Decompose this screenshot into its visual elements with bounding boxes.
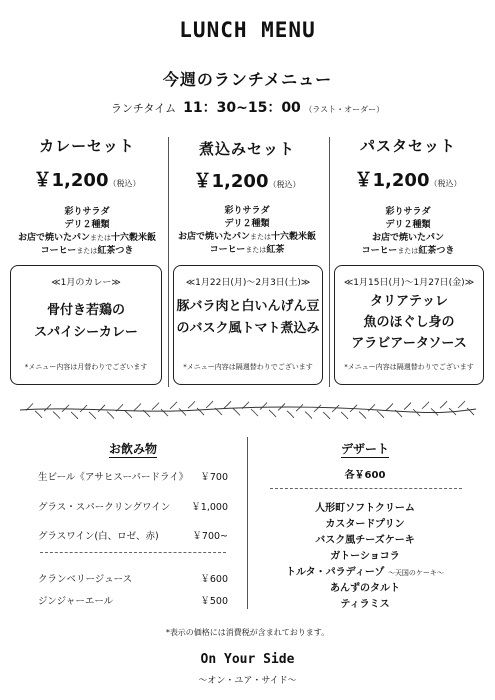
rice-option: 十六穀米飯 xyxy=(271,232,317,242)
tea-option: 紅茶 xyxy=(266,245,285,255)
or-label: または xyxy=(250,233,271,241)
or-label: または xyxy=(397,247,419,255)
dish-line: タリアテッレ xyxy=(369,294,448,309)
include-drink xyxy=(333,245,483,258)
dish-line: アラビアータソース xyxy=(351,336,467,351)
price-value: ￥1,200 xyxy=(193,171,269,192)
tax-label: （税込） xyxy=(108,179,141,188)
set-includes xyxy=(333,206,483,258)
hours-note: （ラスト・オーダー） xyxy=(304,105,385,114)
drink-price: ￥500 xyxy=(200,596,228,607)
or-label: または xyxy=(90,234,111,242)
drink-name: ジンジャーエール xyxy=(38,596,114,607)
tax-label: （税込） xyxy=(429,179,462,188)
dish-period: ≪1月15日(月)～1月27日(金)≫ xyxy=(343,278,475,288)
hours-time: 11：30~15：00 xyxy=(183,100,301,116)
tea-option: 紅茶つき xyxy=(418,246,455,256)
include-item: 彩りサラダ xyxy=(224,206,270,216)
brand-name: On Your Side xyxy=(200,652,295,667)
dessert-item: バスク風チーズケーキ xyxy=(315,535,415,546)
set-includes xyxy=(172,205,322,257)
set-curry xyxy=(12,133,162,258)
brand-kana: ～オン・ユア・サイド～ xyxy=(198,676,297,686)
include-item: 彩りサラダ xyxy=(385,207,431,217)
curry-dish-box xyxy=(10,265,162,385)
drink-item xyxy=(38,528,228,542)
set-price xyxy=(333,166,483,192)
column-divider xyxy=(168,137,169,387)
tax-label: （税込） xyxy=(268,180,301,189)
lunch-hours xyxy=(0,97,495,117)
set-price xyxy=(172,167,322,193)
drink-name: グラスワイン(白、ロゼ、赤) xyxy=(38,531,159,542)
or-label: または xyxy=(245,246,267,254)
stew-dish-box xyxy=(173,265,323,385)
pasta-dish-box xyxy=(334,265,484,385)
dessert-price: 各￥600 xyxy=(344,470,386,481)
bread-option: お店で焼いたパン xyxy=(177,232,250,242)
drink-name: クランベリージュース xyxy=(38,574,133,585)
dish-name xyxy=(174,296,322,340)
dessert-title xyxy=(255,440,475,457)
include-drink xyxy=(12,245,162,258)
drink-item xyxy=(38,469,228,483)
include-item: 彩りサラダ xyxy=(64,207,110,217)
dessert-item: ティラミス xyxy=(340,599,390,610)
include-item: デリ２種類 xyxy=(385,220,431,230)
bread-option: お店で焼いたパン xyxy=(371,233,444,243)
dish-line: スパイシーカレー xyxy=(34,325,138,340)
dessert-item: あんずのタルト xyxy=(330,583,400,594)
include-drink xyxy=(172,244,322,257)
include-item: デリ２種類 xyxy=(64,220,110,230)
dish-name xyxy=(11,300,161,344)
dessert-dashed-divider xyxy=(270,488,462,489)
set-name: 煮込みセット xyxy=(198,140,295,158)
dessert-item: ガトーショコラ xyxy=(330,551,400,562)
dish-period: ≪1月のカレー≫ xyxy=(51,278,121,288)
drink-price: ￥600 xyxy=(200,574,228,585)
set-includes xyxy=(12,206,162,258)
dish-line: 豚バラ肉と白いんげん豆 xyxy=(176,299,320,314)
bread-option: お店で焼いたパン xyxy=(17,233,90,243)
include-item: デリ２種類 xyxy=(224,219,270,229)
dish-line: のバスク風トマト煮込み xyxy=(176,321,320,336)
hours-label: ランチタイム xyxy=(110,102,177,115)
tax-included-note: *表示の価格には消費税が含まれております。 xyxy=(165,628,330,637)
drink-item xyxy=(38,499,228,513)
include-bread xyxy=(172,231,322,244)
dessert-item: カスタードプリン xyxy=(325,519,405,530)
dish-line: 魚のほぐし身の xyxy=(363,315,455,330)
drinks-title-text: お飲み物 xyxy=(108,442,157,456)
dessert-title-text: デザート xyxy=(340,442,389,456)
coffee-option: コーヒー xyxy=(361,246,398,256)
section-divider xyxy=(247,437,248,609)
drink-price: ￥1,000 xyxy=(191,502,228,513)
drink-item xyxy=(38,593,228,607)
dish-name xyxy=(335,291,483,354)
dish-note: *メニュー内容は隔週替わりでございます xyxy=(183,363,313,371)
vine-divider-ornament xyxy=(18,398,478,422)
drink-name: 生ビール《アサヒスーパードライ》 xyxy=(38,472,189,483)
price-value: ￥1,200 xyxy=(33,170,109,191)
set-price xyxy=(12,166,162,192)
set-pasta xyxy=(333,133,483,258)
dish-note: *メニュー内容は隔週替わりでございます xyxy=(344,363,474,371)
rice-option: 十六穀米飯 xyxy=(111,233,157,243)
drink-item xyxy=(38,571,228,585)
drink-price: ￥700~ xyxy=(192,531,228,542)
dessert-item: 人形町ソフトクリーム xyxy=(315,503,415,514)
column-divider xyxy=(329,137,330,387)
dish-period: ≪1月22日(月)～2月3日(土)≫ xyxy=(185,278,311,288)
dish-note: *メニュー内容は月替わりでございます xyxy=(24,363,148,371)
dish-line: 骨付き若鶏の xyxy=(46,303,125,318)
coffee-option: コーヒー xyxy=(209,245,246,255)
include-bread xyxy=(333,232,483,245)
set-name: パスタセット xyxy=(359,137,456,155)
dessert-item-paradiso xyxy=(255,563,475,578)
coffee-option: コーヒー xyxy=(40,246,77,256)
drink-name: グラス・スパークリングワイン xyxy=(38,502,171,513)
set-name: カレーセット xyxy=(39,137,135,155)
include-bread xyxy=(12,232,162,245)
weekly-subtitle: 今週のランチメニュー xyxy=(162,70,333,89)
drinks-title xyxy=(38,440,228,457)
dessert-name: トルタ・パラディーゾ xyxy=(286,567,385,578)
or-label: または xyxy=(76,247,98,255)
tea-option: 紅茶つき xyxy=(97,246,134,256)
price-value: ￥1,200 xyxy=(354,170,430,191)
menu-title: LUNCH MENU xyxy=(179,18,316,42)
drink-price: ￥700 xyxy=(200,472,228,483)
drinks-dashed-divider xyxy=(40,552,226,553)
dessert-subnote: ～天国のケーキ～ xyxy=(387,569,444,577)
set-stew xyxy=(172,138,322,257)
